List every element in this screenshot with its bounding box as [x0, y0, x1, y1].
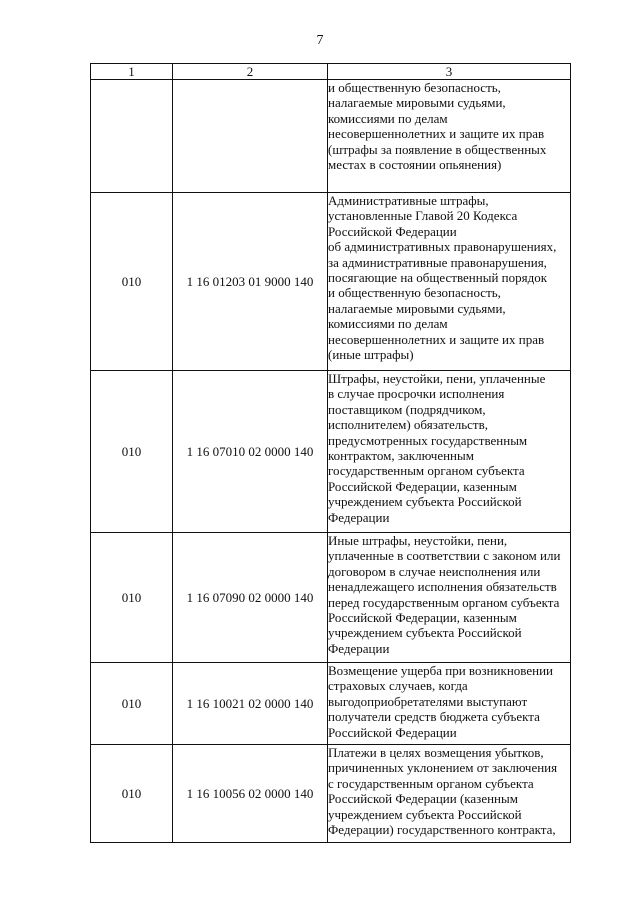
- table-row: [91, 745, 571, 843]
- description-cell: Административные штрафы, установленные Главой 20 Кодекса Российской Федерации об административных правонарушениях, за административные правонарушения, посягающие на общественный порядок и общественную безопасность, налагаемые мировыми судьями, комиссиями по делам несовершеннолетних и защите их прав (иные штрафы): [328, 193, 571, 371]
- admin-code-cell: 010: [91, 533, 173, 663]
- revenue-codes-table: [90, 63, 571, 843]
- kbk-code-cell: [173, 80, 328, 193]
- admin-code-cell: [91, 80, 173, 193]
- header-col-3: 3: [328, 64, 571, 80]
- kbk-code-cell: 1 16 10056 02 0000 140: [173, 745, 328, 843]
- description-cell: Иные штрафы, неустойки, пени, уплаченные в соответствии с законом или договором в случае неисполнения или ненадлежащего исполнения обязательств перед государственным органом субъекта Российской Федерации, казенным учреждением субъекта Российской Федерации: [328, 533, 571, 663]
- header-row: [91, 64, 571, 80]
- admin-code-cell: 010: [91, 745, 173, 843]
- table-row: [91, 80, 571, 193]
- header-col-2: 2: [173, 64, 328, 80]
- kbk-code-cell: 1 16 07090 02 0000 140: [173, 533, 328, 663]
- table-row: [91, 533, 571, 663]
- kbk-code-cell: 1 16 10021 02 0000 140: [173, 663, 328, 745]
- description-cell: Платежи в целях возмещения убытков, причиненных уклонением от заключения с государственным органом субъекта Российской Федерации (казенным учреждением субъекта Российской Федерации) государственного контракта,: [328, 745, 571, 843]
- kbk-code-cell: 1 16 01203 01 9000 140: [173, 193, 328, 371]
- table-row: [91, 193, 571, 371]
- page-number: 7: [316, 33, 324, 48]
- kbk-code-cell: 1 16 07010 02 0000 140: [173, 371, 328, 533]
- admin-code-cell: 010: [91, 193, 173, 371]
- admin-code-cell: 010: [91, 371, 173, 533]
- description-cell: и общественную безопасность, налагаемые мировыми судьями, комиссиями по делам несовершеннолетних и защите их прав (штрафы за появление в общественных местах в состоянии опьянения): [328, 80, 571, 193]
- description-cell: Возмещение ущерба при возникновении страховых случаев, когда выгодоприобретателями выступают получатели средств бюджета субъекта Российской Федерации: [328, 663, 571, 745]
- description-cell: Штрафы, неустойки, пени, уплаченные в случае просрочки исполнения поставщиком (подрядчиком, исполнителем) обязательств, предусмотренных государственным контрактом, заключенным государственным органом субъекта Российской Федерации, казенным учреждением субъекта Российской Федерации: [328, 371, 571, 533]
- header-col-1: 1: [91, 64, 173, 80]
- admin-code-cell: 010: [91, 663, 173, 745]
- table-row: [91, 663, 571, 745]
- table-row: [91, 371, 571, 533]
